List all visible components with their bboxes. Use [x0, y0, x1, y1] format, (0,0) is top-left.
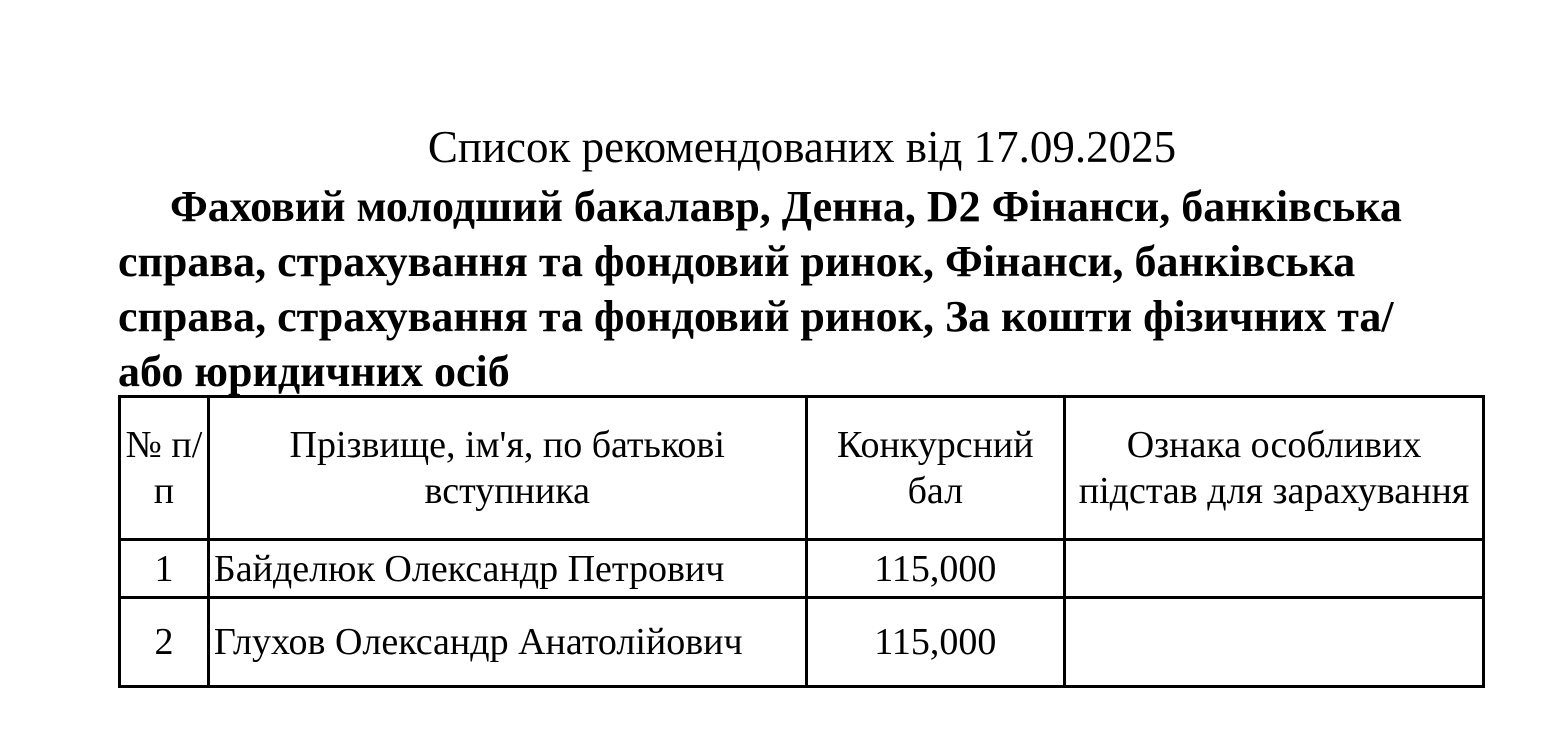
header-score: Конкурсний бал: [806, 397, 1064, 540]
table-row: [120, 540, 1484, 598]
cell-number: 1: [120, 540, 209, 598]
header-name: Прізвище, ім'я, по батькові вступника: [208, 397, 806, 540]
cell-score: 115,000: [806, 540, 1064, 598]
table-header-row: [120, 397, 1484, 540]
cell-name: Байделюк Олександр Петрович: [208, 540, 806, 598]
document-subtitle: Фаховий молодший бакалавр, Денна, D2 Фінанси, банківська справа, страхування та фондовий ринок, Фінанси, банківська справа, страхування та фондовий ринок, За кошти фізичних та/або юридичних осіб: [118, 182, 1402, 396]
header-basis: Ознака особливих підстав для зарахування: [1065, 397, 1484, 540]
cell-number: 2: [120, 598, 209, 687]
cell-score: 115,000: [806, 598, 1064, 687]
cell-name: Глухов Олександр Анатолійович: [208, 598, 806, 687]
cell-basis: [1065, 598, 1484, 687]
table-row: [120, 598, 1484, 687]
header-number: № п/п: [120, 397, 209, 540]
recommended-list-table: [118, 395, 1485, 688]
document-title: Список рекомендованих від 17.09.2025: [427, 122, 1177, 172]
cell-basis: [1065, 540, 1484, 598]
